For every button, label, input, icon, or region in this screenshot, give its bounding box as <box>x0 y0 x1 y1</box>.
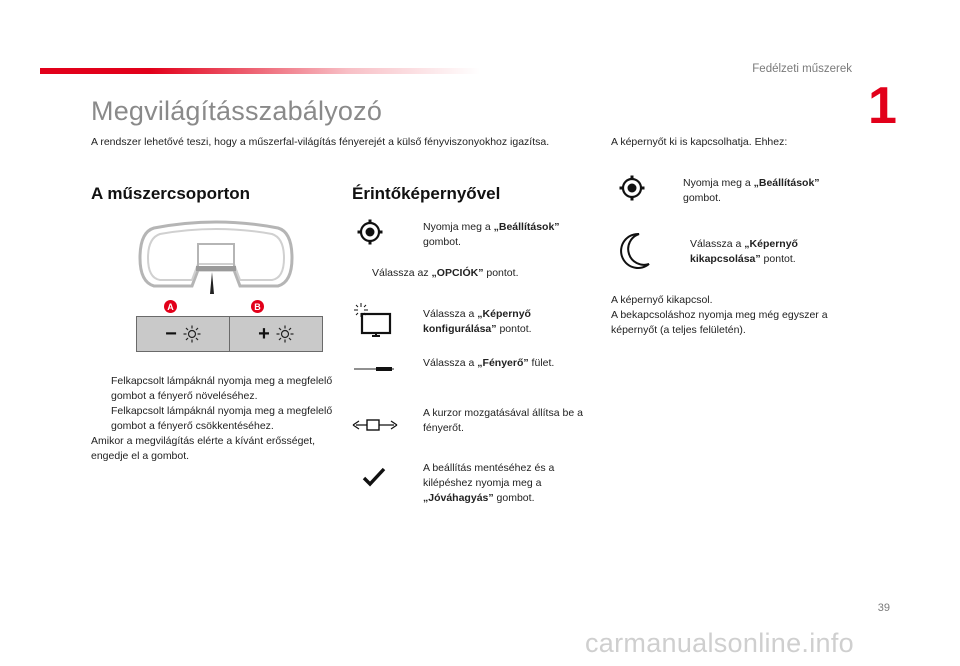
page-number: 39 <box>877 602 890 614</box>
checkmark-icon <box>362 467 386 487</box>
step-text: pontot. <box>496 323 532 335</box>
section-name: Fedélzeti műszerek <box>752 63 852 75</box>
mid-step-5 <box>403 406 588 436</box>
left-heading: A műszercsoporton <box>91 184 251 203</box>
step-bold: „Képernyő kikapcsolása” <box>690 238 798 265</box>
right-notes <box>611 293 856 338</box>
bullet-marker <box>403 406 423 436</box>
right-step-2 <box>670 237 830 267</box>
slider-icon <box>352 418 398 432</box>
bullet-text: Felkapcsolt lámpáknál nyomja meg a megfelelő gombot a fényerő csökkentéséhez. <box>111 405 333 432</box>
intro-text: A rendszer lehetővé teszi, hogy a műszerfal-világítás fényerejét a külső fényviszonyokhoz igazítsa. <box>91 136 550 148</box>
step-text: Nyomja meg a <box>683 177 754 189</box>
step-bold: „Jóváhagyás” <box>423 492 494 504</box>
step-text: pontot. <box>483 267 519 279</box>
brightness-decrease-button[interactable] <box>136 316 230 352</box>
brightness-tab-icon <box>352 362 396 374</box>
moon-icon <box>617 232 651 270</box>
list-item <box>91 374 336 404</box>
marker-b: B <box>251 300 264 313</box>
plus-label: + <box>258 322 270 345</box>
middle-heading: Érintőképernyővel <box>352 184 501 203</box>
list-item <box>91 404 336 434</box>
bullet-marker <box>403 220 423 250</box>
mid-step-1 <box>403 220 583 250</box>
bullet-text: Felkapcsolt lámpáknál nyomja meg a megfelelő gombot a fényerő növeléséhez. <box>111 375 333 402</box>
bullet-marker <box>91 404 111 434</box>
bullet-marker <box>663 176 683 206</box>
bullet-marker <box>403 356 423 371</box>
step-text: fület. <box>528 357 555 369</box>
marker-a: A <box>164 300 177 313</box>
right-note-1: A képernyő kikapcsol. <box>611 294 713 306</box>
step-bold: „Beállítások” <box>753 177 820 189</box>
step-text: Válassza az <box>372 267 432 279</box>
step-text: A beállítás mentéséhez és a kilépéshez nyomja meg a <box>423 462 555 489</box>
screen-config-icon <box>352 302 396 338</box>
mid-step-6 <box>403 461 573 506</box>
bullet-marker <box>403 307 423 337</box>
mid-step-3 <box>403 307 578 337</box>
sun-icon <box>183 325 201 343</box>
step-text: Nyomja meg a <box>423 221 494 233</box>
gear-icon <box>619 175 645 201</box>
page-title: Megvilágításszabályozó <box>91 96 383 126</box>
step-bold: „Képernyő konfigurálása” <box>423 308 531 335</box>
left-instructions <box>91 374 336 464</box>
right-note-2: A bekapcsoláshoz nyomja meg még egyszer a képernyőt (a teljes felületén). <box>611 309 828 336</box>
chapter-number: 1 <box>868 77 897 135</box>
bullet-marker <box>403 461 423 506</box>
step-bold: „OPCIÓK” <box>431 267 484 279</box>
step-text: gombot. <box>493 492 535 504</box>
step-text: Válassza a <box>690 238 745 250</box>
instrument-cluster-illustration <box>136 220 296 296</box>
brightness-increase-button[interactable] <box>229 316 323 352</box>
bullet-marker <box>670 237 690 267</box>
bullet-marker <box>352 266 372 281</box>
minus-label: − <box>165 322 177 345</box>
step-bold: „Fényerő” <box>477 357 529 369</box>
step-text: Válassza a <box>423 308 478 320</box>
step-text: gombot. <box>683 192 721 204</box>
right-step-1 <box>663 176 843 206</box>
sun-icon <box>276 325 294 343</box>
gear-icon <box>357 219 383 245</box>
bullet-marker <box>91 374 111 404</box>
left-note: Amikor a megvilágítás elérte a kívánt erősséget, engedje el a gombot. <box>91 435 316 462</box>
step-text: A kurzor mozgatásával állítsa be a fényerőt. <box>423 407 583 434</box>
watermark: carmanualsonline.info <box>585 628 854 658</box>
step-text: gombot. <box>423 236 461 248</box>
mid-step-4 <box>403 356 578 371</box>
step-text: pontot. <box>760 253 796 265</box>
mid-step-2 <box>352 266 582 281</box>
step-bold: „Beállítások” <box>493 221 560 233</box>
right-intro: A képernyőt ki is kapcsolhatja. Ehhez: <box>611 136 788 148</box>
header-accent-bar <box>40 68 480 74</box>
step-text: Válassza a <box>423 357 478 369</box>
